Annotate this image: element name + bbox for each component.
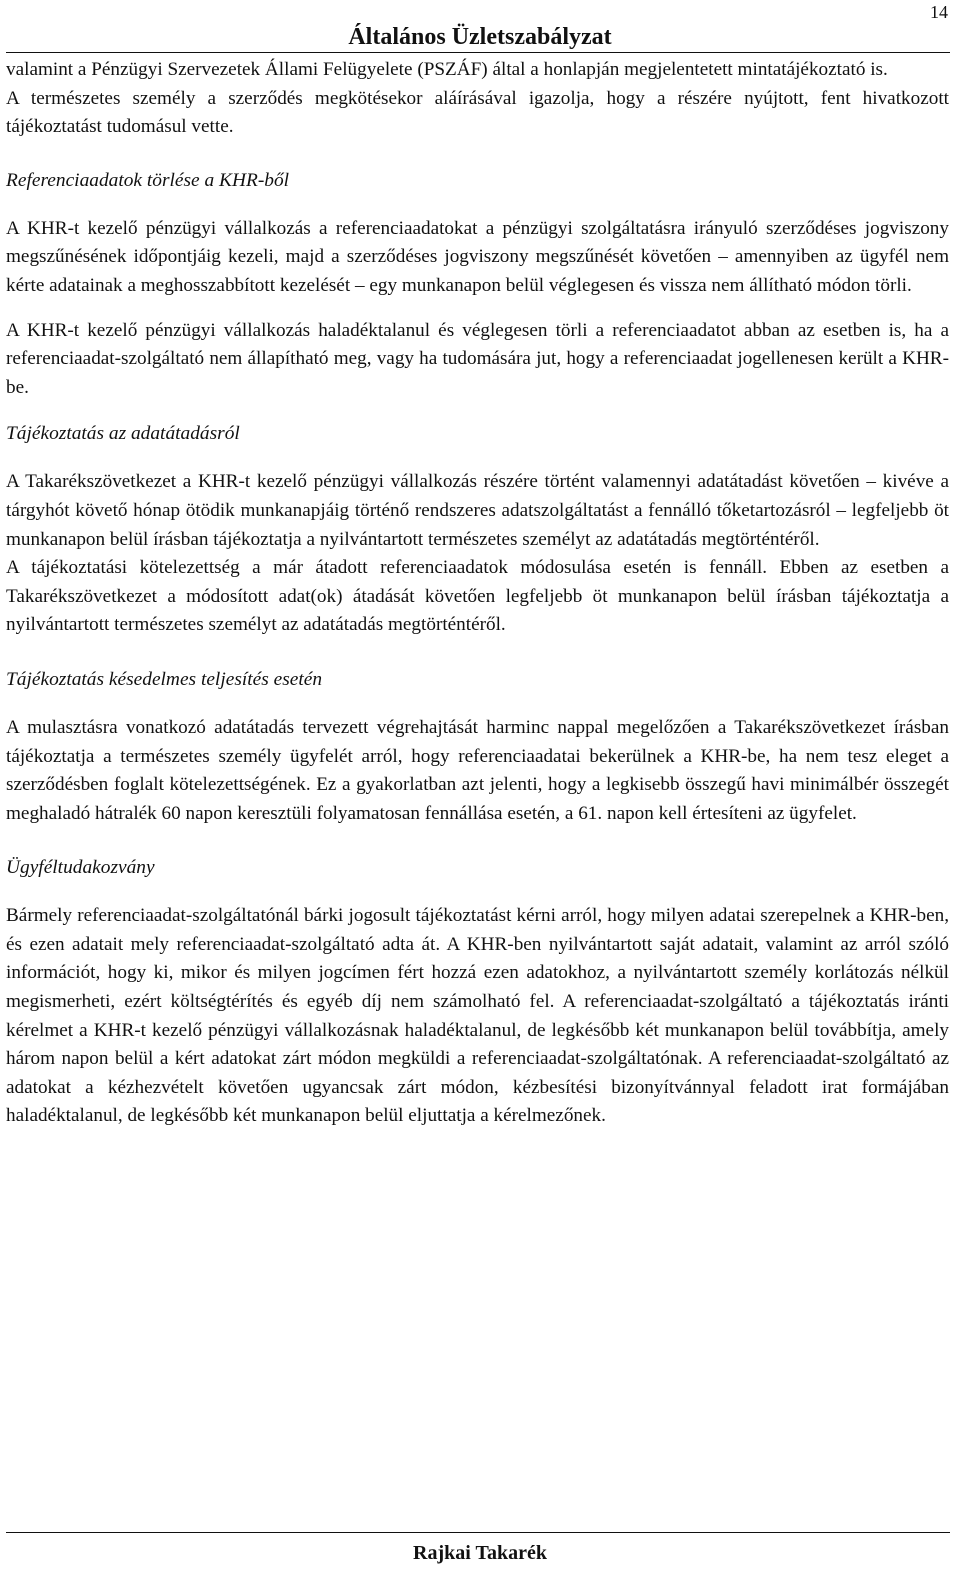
section-heading-kesedelmes: Tájékoztatás késedelmes teljesítés esetén bbox=[6, 668, 323, 690]
footer-company-name: Rajkai Takarék bbox=[413, 1542, 547, 1564]
page-number: 14 bbox=[930, 2, 948, 22]
paragraph-torlese-1: A KHR-t kezelő pénzügyi vállalkozás a referenciaadatokat a pénzügyi szolgáltatásra irányuló szerződéses jogviszony megszűnésének időpontjáig kezeli, majd a szerződéses jogviszony megszűnését követően – amennyiben az ügyfél nem kérte adatainak a meghosszabbított kezelését – egy munkanapon belül véglegesen és vissza nem állítható módon törli. bbox=[6, 217, 949, 296]
paragraph-adatatadas-1: A Takarékszövetkezet a KHR-t kezelő pénzügyi vállalkozás részére történt valamennyi adatátadást követően – kivéve a tárgyhót követő hónap ötödik munkanapjáig történő rendszeres adatszolgáltatást a fennálló tőketartozásról – legfeljebb öt munkanapon belül írásban tájékoztatja a nyilvántartott természetes személyt az adatátadás megtörténtéről. bbox=[6, 471, 949, 550]
paragraph-ugyfeltudakozvany: Bármely referenciaadat-szolgáltatónál bárki jogosult tájékoztatást kérni arról, hogy milyen adatai szerepelnek a KHR-ben, és ezen adatait mely referenciaadat-szolgáltató adta át. A KHR-ben nyilvántartott saját adatait, valamint az arról szóló információt, hogy ki, mikor és milyen jogcímen fért hozzá ezen adatokhoz, a nyilvántartott személy korlátozás nélkül megismerheti, ezért költségtérítés és egyéb díj nem számolható fel. A referenciaadat-szolgáltató a tájékoztatás iránti kérelmet a KHR-t kezelő pénzügyi vállalkozásnak haladéktalanul, de legkésőbb két munkanapon belül továbbítja, amely három napon belül a kért adatokat zárt módon megküldi a referenciaadat-szolgáltatónak. A referenciaadat-szolgáltató az adatokat a kézhezvételt követően ugyancsak zárt módon, kézbesítési bizonyítvánnyal feladott irat formájában haladéktalanul, de legkésőbb két munkanapon belül eljuttatja a kérelmezőnek. bbox=[6, 905, 949, 1127]
document-body bbox=[6, 56, 949, 1131]
header-divider bbox=[6, 52, 950, 53]
document-title: Általános Üzletszabályzat bbox=[348, 24, 612, 50]
paragraph-intro-2: A természetes személy a szerződés megkötésekor aláírásával igazolja, hogy a részére nyújtott, fent hivatkozott tájékoztatást tudomásul vette. bbox=[6, 87, 949, 138]
paragraph-kesedelmes: A mulasztásra vonatkozó adatátadás tervezett végrehajtását harminc nappal megelőzően a Takarékszövetkezet írásban tájékoztatja a természetes személy ügyfelét arról, hogy referenciaadatai bekerülnek a KHR-be, ha nem tesz eleget a szerződésben foglalt kötelezettségének. Ez a gyakorlatban azt jelenti, hogy a legkisebb összegű havi minimálbér összegét meghaladó hátralék 60 napon keresztüli folyamatosan fennállása esetén, a 61. napon kell értesíteni az ügyfelet. bbox=[6, 716, 949, 824]
paragraph-adatatadas-2: A tájékoztatási kötelezettség a már átadott referenciaadatok módosulása esetén is fennáll. Ebben az esetben a Takarékszövetkezet a módosított adat(ok) átadását követően legfeljebb öt munkanapon belül írásban tájékoztatja a nyilvántartott természetes személyt az adatátadás megtörténtéről. bbox=[6, 557, 949, 636]
footer-divider bbox=[6, 1532, 950, 1533]
section-heading-adatatadas: Tájékoztatás az adatátadásról bbox=[6, 423, 240, 445]
section-heading-torlese: Referenciaadatok törlése a KHR-ből bbox=[6, 169, 290, 191]
paragraph-torlese-2: A KHR-t kezelő pénzügyi vállalkozás haladéktalanul és véglegesen törli a referenciaadatot abban az esetben is, ha a referenciaadat-szolgáltató nem állapítható meg, vagy ha tudomására jut, hogy a referenciaadat jogellenesen került a KHR-be. bbox=[6, 319, 949, 398]
section-heading-ugyfeltudakozvany: Ügyféltudakozvány bbox=[6, 857, 155, 879]
paragraph-intro-1: valamint a Pénzügyi Szervezetek Állami Felügyelete (PSZÁF) által a honlapján megjelentetett mintatájékoztató is. bbox=[6, 59, 888, 80]
